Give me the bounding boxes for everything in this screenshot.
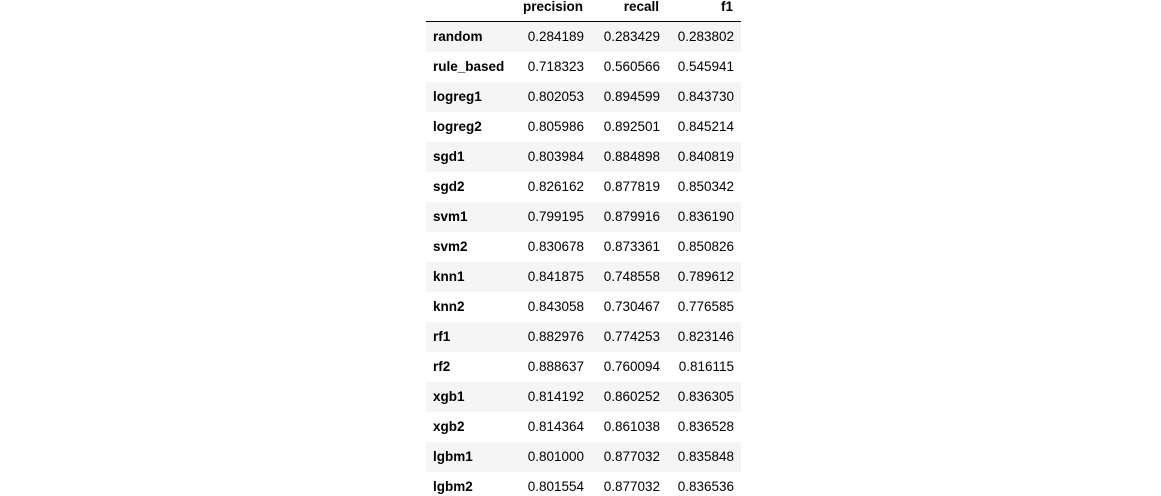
cell-precision: 0.841875 bbox=[527, 269, 584, 284]
cell-f1: 0.850826 bbox=[677, 239, 734, 254]
row-index-label: xgb1 bbox=[433, 389, 465, 404]
cell-precision: 0.801000 bbox=[527, 449, 584, 464]
table-row bbox=[426, 202, 741, 232]
row-index-label: rf1 bbox=[433, 329, 451, 344]
cell-precision: 0.888637 bbox=[527, 359, 584, 374]
cell-recall: 0.283429 bbox=[603, 29, 660, 45]
metrics-dataframe bbox=[426, 0, 741, 496]
table-row bbox=[426, 172, 741, 202]
index-corner-header bbox=[426, 0, 513, 22]
cell-precision: 0.882976 bbox=[527, 329, 584, 344]
column-header-precision: precision bbox=[513, 0, 591, 22]
cell-precision: 0.830678 bbox=[527, 239, 584, 254]
column-header-f1: f1 bbox=[667, 0, 741, 22]
table-row bbox=[426, 82, 741, 112]
table-row bbox=[426, 142, 741, 172]
table-row bbox=[426, 412, 741, 442]
table-row bbox=[426, 262, 741, 292]
cell-precision: 0.801554 bbox=[527, 479, 584, 494]
row-index-label: svm1 bbox=[433, 209, 468, 224]
cell-precision: 0.826162 bbox=[527, 179, 584, 194]
cell-f1: 0.835848 bbox=[677, 449, 734, 464]
table-row bbox=[426, 112, 741, 142]
row-index-label: knn1 bbox=[433, 269, 465, 284]
cell-f1: 0.789612 bbox=[677, 269, 734, 284]
cell-recall: 0.560566 bbox=[603, 59, 660, 74]
table-row bbox=[426, 352, 741, 382]
cell-f1: 0.836305 bbox=[677, 389, 734, 404]
table-header bbox=[426, 0, 741, 22]
row-index-label: xgb2 bbox=[433, 419, 465, 434]
cell-f1: 0.836536 bbox=[677, 479, 734, 494]
cell-recall: 0.894599 bbox=[603, 89, 660, 104]
cell-f1: 0.776585 bbox=[677, 299, 734, 314]
cell-recall: 0.860252 bbox=[603, 389, 660, 404]
cell-precision: 0.814192 bbox=[527, 389, 584, 404]
cell-recall: 0.879916 bbox=[603, 209, 660, 224]
cell-recall: 0.748558 bbox=[603, 269, 660, 284]
cell-precision: 0.799195 bbox=[527, 209, 584, 224]
row-index-label: logreg1 bbox=[433, 89, 482, 104]
table-row bbox=[426, 472, 741, 496]
cell-f1: 0.836190 bbox=[677, 209, 734, 224]
header-row bbox=[426, 0, 741, 22]
cell-recall: 0.877032 bbox=[603, 449, 660, 464]
cell-f1: 0.843730 bbox=[677, 89, 734, 104]
cell-precision: 0.284189 bbox=[527, 29, 584, 45]
cell-precision: 0.803984 bbox=[527, 149, 584, 164]
cell-f1: 0.840819 bbox=[677, 149, 734, 164]
row-index-label: sgd1 bbox=[433, 149, 465, 164]
table-body bbox=[426, 22, 741, 496]
cell-f1: 0.545941 bbox=[677, 59, 734, 74]
cell-recall: 0.884898 bbox=[603, 149, 660, 164]
row-index-label: rule_based bbox=[433, 59, 505, 74]
column-header-recall: recall bbox=[591, 0, 667, 22]
table-row bbox=[426, 442, 741, 472]
cell-recall: 0.861038 bbox=[603, 419, 660, 434]
cell-recall: 0.892501 bbox=[603, 119, 660, 134]
cell-precision: 0.814364 bbox=[527, 419, 584, 434]
table-row bbox=[426, 292, 741, 322]
cell-precision: 0.843058 bbox=[527, 299, 584, 314]
cell-f1: 0.850342 bbox=[677, 179, 734, 194]
cell-recall: 0.774253 bbox=[603, 329, 660, 344]
row-index-label: knn2 bbox=[433, 299, 465, 314]
table-row bbox=[426, 232, 741, 262]
cell-recall: 0.877819 bbox=[603, 179, 660, 194]
cell-f1: 0.816115 bbox=[678, 359, 734, 374]
cell-f1: 0.823146 bbox=[677, 329, 734, 344]
table-row bbox=[426, 322, 741, 352]
cell-recall: 0.760094 bbox=[603, 359, 660, 374]
cell-precision: 0.802053 bbox=[527, 89, 584, 104]
table-row bbox=[426, 382, 741, 412]
row-index-label: logreg2 bbox=[433, 119, 482, 134]
row-index-label: rf2 bbox=[433, 359, 451, 374]
table-row bbox=[426, 22, 741, 52]
row-index-label: lgbm1 bbox=[433, 449, 473, 464]
table-row bbox=[426, 52, 741, 82]
cell-recall: 0.873361 bbox=[603, 239, 660, 254]
cell-recall: 0.877032 bbox=[603, 479, 660, 494]
cell-f1: 0.845214 bbox=[677, 119, 734, 134]
cell-f1: 0.283802 bbox=[677, 29, 734, 45]
cell-f1: 0.836528 bbox=[677, 419, 734, 434]
row-index-label: random bbox=[433, 29, 483, 45]
row-index-label: lgbm2 bbox=[433, 479, 473, 494]
row-index-label: sgd2 bbox=[433, 179, 465, 194]
cell-precision: 0.718323 bbox=[527, 59, 584, 74]
cell-recall: 0.730467 bbox=[603, 299, 660, 314]
cell-precision: 0.805986 bbox=[527, 119, 584, 134]
row-index-label: svm2 bbox=[433, 239, 468, 254]
